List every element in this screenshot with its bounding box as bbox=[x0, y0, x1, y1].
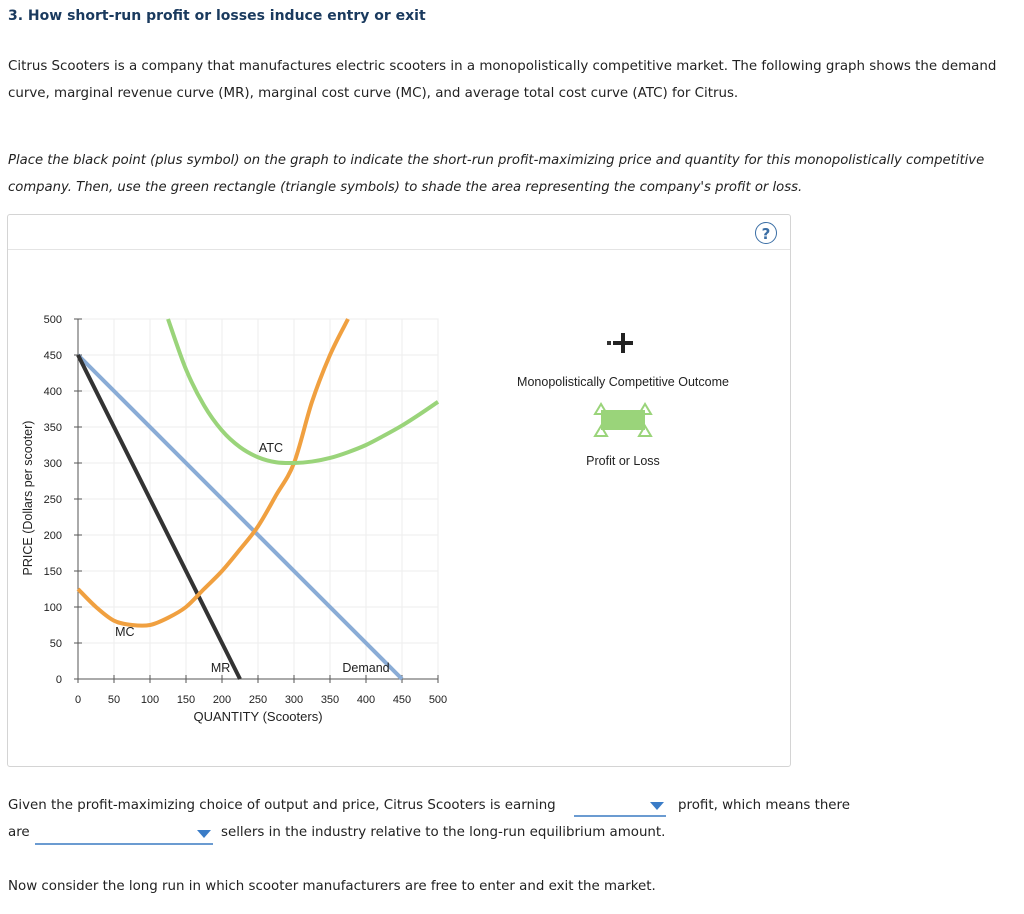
x-tick-label: 350 bbox=[320, 694, 340, 706]
point-handle-icon bbox=[607, 341, 611, 345]
green-rectangle-tool[interactable] bbox=[595, 404, 651, 436]
y-tick-label: 500 bbox=[43, 314, 62, 326]
mr-label: MR bbox=[210, 660, 231, 675]
x-tick-label: 200 bbox=[212, 694, 232, 706]
x-tick-label: 300 bbox=[284, 694, 304, 706]
demand-label: Demand bbox=[342, 660, 390, 675]
y-tick-label: 100 bbox=[43, 602, 62, 614]
question-1-suffix: profit, which means there bbox=[678, 798, 850, 813]
question-1-text: Given the profit-maximizing choice of output and price, Citrus Scooters is earning bbox=[8, 798, 556, 813]
y-tick-label: 400 bbox=[43, 386, 62, 398]
x-tick-label: 500 bbox=[428, 694, 448, 706]
x-tick-label: 450 bbox=[392, 694, 412, 706]
rectangle-icon bbox=[601, 410, 645, 430]
y-axis-label: PRICE (Dollars per scooter) bbox=[21, 420, 35, 576]
x-tick-label: 100 bbox=[140, 694, 160, 706]
question-title: 3. How short-run profit or losses induce entry or exit bbox=[8, 8, 426, 24]
outcome-tool-label: Monopolistically Competitive Outcome bbox=[517, 375, 729, 389]
y-tick-label: 0 bbox=[55, 674, 62, 686]
x-tick-label: 50 bbox=[107, 694, 121, 706]
x-tick-label: 250 bbox=[248, 694, 268, 706]
question-3-text: Now consider the long run in which scooter manufacturers are free to enter and exit the market. bbox=[8, 879, 656, 894]
plus-icon-bar bbox=[613, 341, 633, 345]
x-tick-label: 0 bbox=[74, 694, 82, 706]
question-2-suffix: sellers in the industry relative to the long-run equilibrium amount. bbox=[221, 825, 666, 840]
profit-tool-label: Profit or Loss bbox=[586, 454, 660, 468]
y-tick-label: 350 bbox=[43, 422, 62, 434]
instruction-text: Place the black point (plus symbol) on the graph to indicate the short-run profit-maximizing price and quantity for this monopolistically competitive company. Then, use the green rectangle (triangle symbols) to shade the area representing the company's profit or loss. bbox=[8, 153, 985, 195]
graph-panel bbox=[7, 214, 791, 767]
atc-label: ATC bbox=[258, 441, 283, 456]
profit-type-dropdown[interactable] bbox=[574, 797, 666, 817]
intro-text: Citrus Scooters is a company that manufactures electric scooters in a monopolistically competitive market. The following graph shows the demand curve, marginal revenue curve (MR), marginal cost curve (MC), and average total cost curve (ATC) for Citrus. bbox=[8, 59, 997, 101]
y-tick-label: 150 bbox=[43, 566, 62, 578]
y-tick-label: 300 bbox=[43, 458, 62, 470]
dropdown-arrow-icon bbox=[197, 830, 211, 838]
y-tick-label: 250 bbox=[43, 494, 62, 506]
y-tick-label: 450 bbox=[43, 350, 62, 362]
x-tick-label: 150 bbox=[176, 694, 196, 706]
mc-label: MC bbox=[115, 624, 135, 639]
x-axis-label: QUANTITY (Scooters) bbox=[193, 709, 323, 724]
help-icon[interactable]: ? bbox=[755, 222, 777, 244]
y-tick-label: 50 bbox=[49, 638, 62, 650]
sellers-amount-dropdown[interactable] bbox=[35, 825, 213, 845]
dropdown-arrow-icon bbox=[650, 802, 664, 810]
y-tick-label: 200 bbox=[43, 530, 62, 542]
x-tick-label: 400 bbox=[356, 694, 376, 706]
question-2-text: are bbox=[8, 825, 30, 840]
chart-svg bbox=[8, 215, 790, 766]
black-point-tool[interactable] bbox=[607, 333, 633, 353]
